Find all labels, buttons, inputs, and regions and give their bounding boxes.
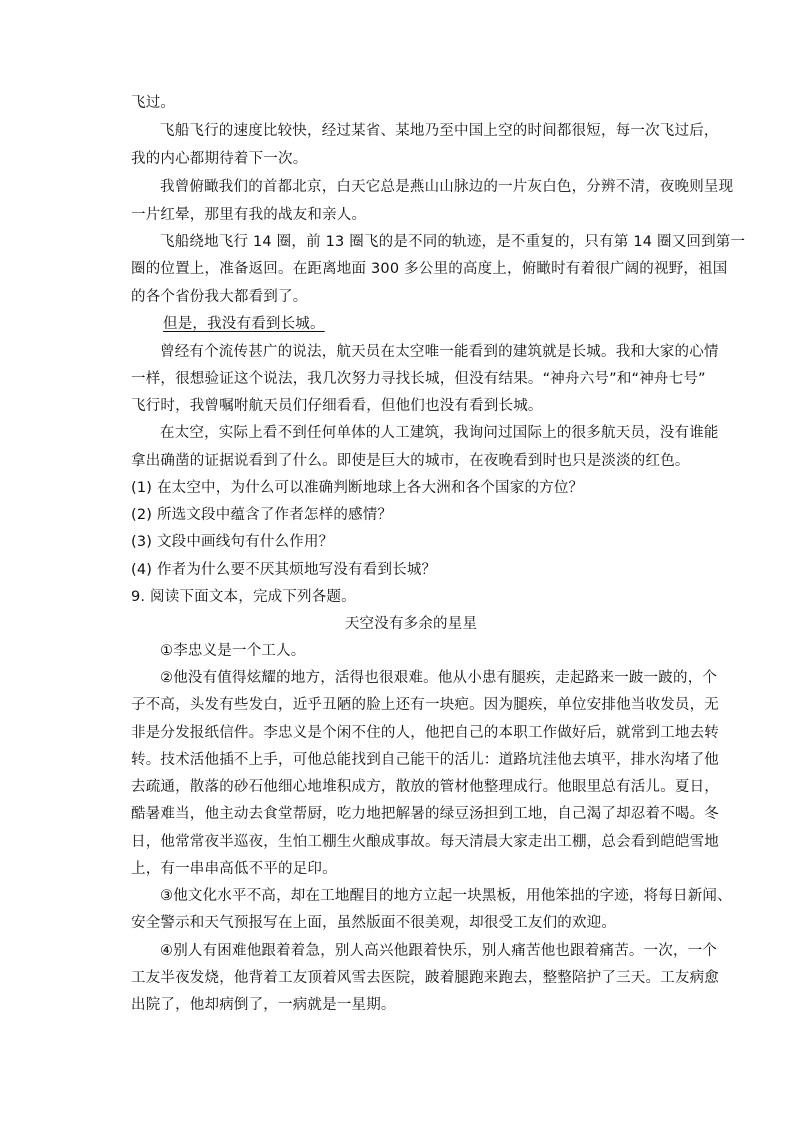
text-line: 一样，很想验证这个说法，我几次努力寻找长城，但没有结果。“神舟六号”和“神舟七号” xyxy=(131,371,706,387)
text-line: 安全警示和天气预报写在上面，虽然版面不很美观，却很受工友们的欢迎。 xyxy=(131,915,617,931)
text-line: 子不高，头发有些发白，近乎丑陋的脸上还有一块疤。因为腿疾，单位安排他当收发员，无 xyxy=(131,697,719,713)
section-heading: 9. 阅读下面文本，完成下列各题。 xyxy=(131,589,356,605)
text-line: 我的内心都期待着下一次。 xyxy=(131,151,308,167)
text-line: 我曾俯瞰我们的首都北京，白天它总是燕山山脉边的一片灰白色，分辨不清，夜晚则呈现 xyxy=(160,179,734,195)
text-line: 曾经有个流传甚广的说法，航天员在太空唯一能看到的建筑就是长城。我和大家的心情 xyxy=(160,344,719,360)
text-line: ③他文化水平不高，却在工地醒目的地方立起一块黑板，用他笨拙的字迹，将每日新闻、 xyxy=(160,888,732,904)
text-line: 日，他常常夜半巡夜，生怕工棚生火酿成事故。每天清晨大家走出工棚，总会看到皑皑雪地 xyxy=(131,834,719,850)
text-line: 飞行时，我曾嘱咐航天员们仔细看看，但他们也没有看到长城。 xyxy=(131,398,543,414)
text-line: 转。技术活他插不上手，可他总能找到自己能干的活儿：道路坑洼他去填平，排水沟堵了他 xyxy=(131,752,719,768)
text-line: 的各个省份我大都看到了。 xyxy=(131,289,308,305)
question-3: (3) 文段中画线句有什么作用？ xyxy=(131,534,334,550)
text-line: 酷暑难当，他主动去食堂帮厨，吃力地把解暑的绿豆汤担到工地，自己渴了却忍着不喝。冬 xyxy=(131,806,719,822)
text-line: ①李忠义是一个工人。 xyxy=(160,643,306,659)
question-2: (2) 所选文段中蕴含了作者怎样的感情？ xyxy=(131,507,393,523)
text-line: 上，有一串串高低不平的足印。 xyxy=(131,861,337,877)
text-line: 工友半夜发烧，他背着工友顶着风雪去医院，跛着腿跑来跑去，整整陪护了三天。工友病愈 xyxy=(131,970,719,986)
text-line: 圈的位置上，准备返回。在距离地面 300 多公里的高度上，俯瞰时有着很广阔的视野，祖国 xyxy=(131,261,728,277)
text-line: 一片红晕，那里有我的战友和亲人。 xyxy=(131,207,367,223)
question-4: (4) 作者为什么要不厌其烦地写没有看到长城？ xyxy=(131,562,437,578)
article-title: 天空没有多余的星星 xyxy=(344,616,478,632)
text-line: 拿出确凿的证据说看到了什么。即使是巨大的城市，在夜晚看到时也只是淡淡的红色。 xyxy=(131,453,690,469)
text-line: ④别人有困难他跟着着急，别人高兴他跟着快乐，别人痛苦他也跟着痛苦。一次，一个 xyxy=(160,943,718,959)
underlined-sentence: 但是，我没有看到长城。 xyxy=(163,316,325,332)
text-line: 非是分发报纸信件。李忠义是个闲不住的人，他把自己的本职工作做好后，就常到工地去转 xyxy=(131,725,719,741)
text-line: 飞船飞行的速度比较快，经过某省、某地乃至中国上空的时间都很短，每一次飞过后， xyxy=(160,123,719,139)
text-line: 飞船绕地飞行 14 圈，前 13 圈飞的是不同的轨迹，是不重复的，只有第 14 圈又回到第一 xyxy=(160,234,746,250)
text-line: 去疏通，散落的砂石他细心地堆积成方，散放的管材他整理成行。他眼里总有活儿。夏日， xyxy=(131,779,719,795)
text-line: 飞过。 xyxy=(131,95,176,111)
text-line: 出院了，他却病倒了，一病就是一星期。 xyxy=(131,997,396,1013)
question-1: (1) 在太空中，为什么可以准确判断地球上各大洲和各个国家的方位？ xyxy=(131,480,584,496)
text-line: ②他没有值得炫耀的地方，活得也很艰难。他从小患有腿疾，走起路来一跛一跛的，个 xyxy=(160,670,718,686)
text-line: 在太空，实际上看不到任何单体的人工建筑，我询问过国际上的很多航天员，没有谁能 xyxy=(160,425,719,441)
